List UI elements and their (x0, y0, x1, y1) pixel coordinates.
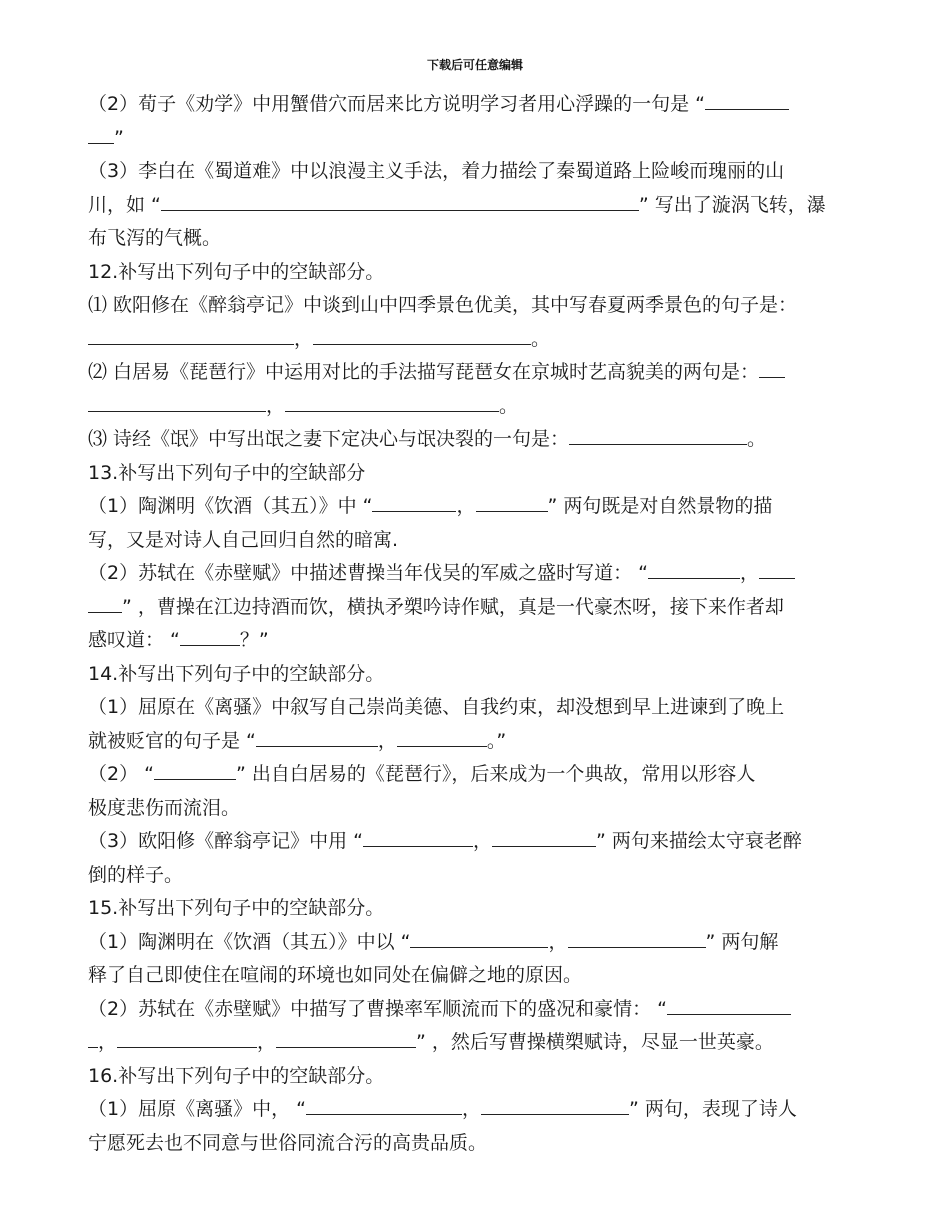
line-text: 写，又是对诗人自己回归自然的暗寓. (88, 528, 399, 551)
line-text: ， (98, 1031, 118, 1053)
answer-blank[interactable] (88, 125, 114, 144)
line-text: ⑵ 白居易《琵琶行》中运用对比的手法描写琵琶女在京城时艺高貌美的两句是： (88, 361, 760, 383)
line-text: ” (114, 126, 124, 149)
answer-blank[interactable] (759, 560, 795, 579)
line-text: 布飞泻的气概。 (88, 227, 222, 249)
question-heading (88, 256, 860, 290)
question-line (88, 591, 860, 625)
line-text: （1）屈原《离骚》中， “ (88, 1098, 306, 1120)
line-text: ” 两句既是对自然景物的描 (547, 495, 773, 517)
line-text: ？” (239, 629, 269, 651)
line-text: ” 出自白居易的《琵琶行》，后来成为一个典故，常用以形容人 (235, 763, 756, 785)
question-line (88, 1026, 860, 1060)
answer-blank[interactable] (276, 1029, 416, 1048)
question-heading (88, 457, 860, 491)
question-line (88, 88, 860, 122)
answer-blank[interactable] (88, 1029, 98, 1048)
line-text: ” 两句来描绘太守衰老醉 (596, 830, 802, 852)
answer-blank[interactable] (569, 426, 747, 445)
answer-blank[interactable] (313, 326, 531, 345)
question-line (88, 390, 860, 424)
question-line (88, 993, 860, 1027)
answer-blank[interactable] (88, 326, 294, 345)
question-line (88, 926, 860, 960)
answer-blank[interactable] (154, 761, 236, 780)
line-text: 13.补写出下列句子中的空缺部分 (88, 461, 366, 484)
line-text: ， (257, 1031, 277, 1053)
line-text: ” 写出了漩涡飞转，瀑 (638, 193, 826, 216)
question-heading (88, 892, 860, 926)
line-text: （2）荀子《劝学》中用蟹借穴而居来比方说明学习者用心浮躁的一句是 “ (88, 93, 705, 115)
line-text: （3）李白在《蜀道难》中以浪漫主义手法，着力描绘了秦蜀道路上险峻而瑰丽的山 (88, 160, 785, 182)
line-text: ， (472, 830, 492, 852)
line-text: 释了自己即使住在喧闹的环境也如同处在偏僻之地的原因。 (88, 964, 583, 986)
answer-blank[interactable] (492, 828, 596, 847)
answer-blank[interactable] (648, 560, 740, 579)
line-text: 。 (531, 327, 551, 350)
question-line (88, 423, 860, 457)
line-text: ” ，曹操在江边持酒而饮，横执矛槊吟诗作赋，真是一代豪杰呀，接下来作者却 (122, 595, 784, 618)
line-text: ， (456, 495, 476, 517)
page-header: 下载后可任意编辑 (426, 58, 523, 72)
line-text: （1）陶渊明在《饮酒（其五）》中以 “ (88, 930, 411, 953)
line-text: ” 两句，表现了诗人 (629, 1098, 797, 1120)
line-text: 。 (499, 394, 519, 417)
line-text: 。” (486, 729, 507, 752)
answer-blank[interactable] (397, 728, 487, 747)
worksheet-body (88, 88, 860, 1160)
question-line (88, 1093, 860, 1127)
answer-blank[interactable] (256, 728, 378, 747)
question-heading (88, 658, 860, 692)
question-line (88, 557, 860, 591)
question-line (88, 792, 860, 826)
answer-blank[interactable] (705, 91, 789, 110)
line-text: （1）陶渊明《饮酒（其五）》中 “ (88, 495, 373, 517)
answer-blank[interactable] (568, 929, 706, 948)
line-text: ， (294, 327, 314, 350)
line-text: 倒的样子。 (88, 863, 184, 886)
answer-blank[interactable] (285, 393, 499, 412)
question-line (88, 524, 860, 558)
answer-blank[interactable] (88, 393, 266, 412)
line-text: 15.补写出下列句子中的空缺部分。 (88, 897, 385, 919)
answer-blank[interactable] (88, 594, 122, 613)
line-text: 宁愿死去也不同意与世俗同流合污的高贵品质。 (88, 1131, 488, 1154)
line-text: ” 两句解 (705, 930, 779, 953)
question-line (88, 155, 860, 189)
line-text: 就被贬官的句子是 “ (88, 729, 256, 752)
line-text: （2）苏轼在《赤壁赋》中描写了曹操率军顺流而下的盛况和豪情： “ (88, 997, 667, 1020)
line-text: （2）苏轼在《赤壁赋》中描述曹操当年伐吴的军威之盛时写道： “ (88, 562, 648, 584)
line-text: ⑴ 欧阳修在《醉翁亭记》中谈到山中四季景色优美，其中写春夏两季景色的句子是： (88, 294, 798, 316)
question-line (88, 356, 860, 390)
question-line (88, 222, 860, 256)
answer-blank[interactable] (161, 192, 639, 211)
line-text: 。 (747, 428, 767, 450)
question-line (88, 691, 860, 725)
question-line (88, 289, 860, 323)
answer-blank[interactable] (306, 1096, 462, 1115)
line-text: ， (739, 562, 759, 584)
question-line (88, 758, 860, 792)
answer-blank[interactable] (117, 1029, 257, 1048)
line-text: 感叹道： “ (88, 629, 180, 651)
answer-blank[interactable] (363, 828, 473, 847)
answer-blank[interactable] (481, 1096, 629, 1115)
question-line (88, 859, 860, 893)
question-heading (88, 1060, 860, 1094)
question-line (88, 959, 860, 993)
answer-blank[interactable] (410, 929, 548, 948)
line-text: 极度悲伤而流泪。 (88, 796, 241, 819)
line-text: ， (461, 1098, 481, 1120)
line-text: ， (548, 930, 568, 953)
line-text: ， (266, 394, 286, 417)
line-text: ⑶ 诗经《氓》中写出氓之妻下定决心与氓决裂的一句是： (88, 428, 570, 450)
answer-blank[interactable] (372, 493, 456, 512)
answer-blank[interactable] (476, 493, 548, 512)
line-text: 川，如 “ (88, 193, 161, 216)
question-line (88, 825, 860, 859)
answer-blank[interactable] (180, 627, 240, 646)
line-text: 14.补写出下列句子中的空缺部分。 (88, 662, 385, 685)
line-text: （2） “ (88, 763, 154, 785)
question-line (88, 1127, 860, 1161)
question-line (88, 122, 860, 156)
question-line (88, 490, 860, 524)
line-text: （1）屈原在《离骚》中叙写自己崇尚美德、自我约束，却没想到早上进谏到了晚上 (88, 696, 785, 718)
line-text: 16.补写出下列句子中的空缺部分。 (88, 1064, 385, 1087)
question-line (88, 725, 860, 759)
line-text: 12.补写出下列句子中的空缺部分。 (88, 260, 385, 283)
line-text: ， (377, 729, 397, 752)
answer-blank[interactable] (759, 359, 785, 378)
line-text: ” ，然后写曹操横槊赋诗，尽显一世英豪。 (416, 1031, 774, 1053)
question-line (88, 624, 860, 658)
question-line (88, 323, 860, 357)
answer-blank[interactable] (667, 996, 791, 1015)
question-line (88, 189, 860, 223)
line-text: （3）欧阳修《醉翁亭记》中用 “ (88, 830, 363, 852)
